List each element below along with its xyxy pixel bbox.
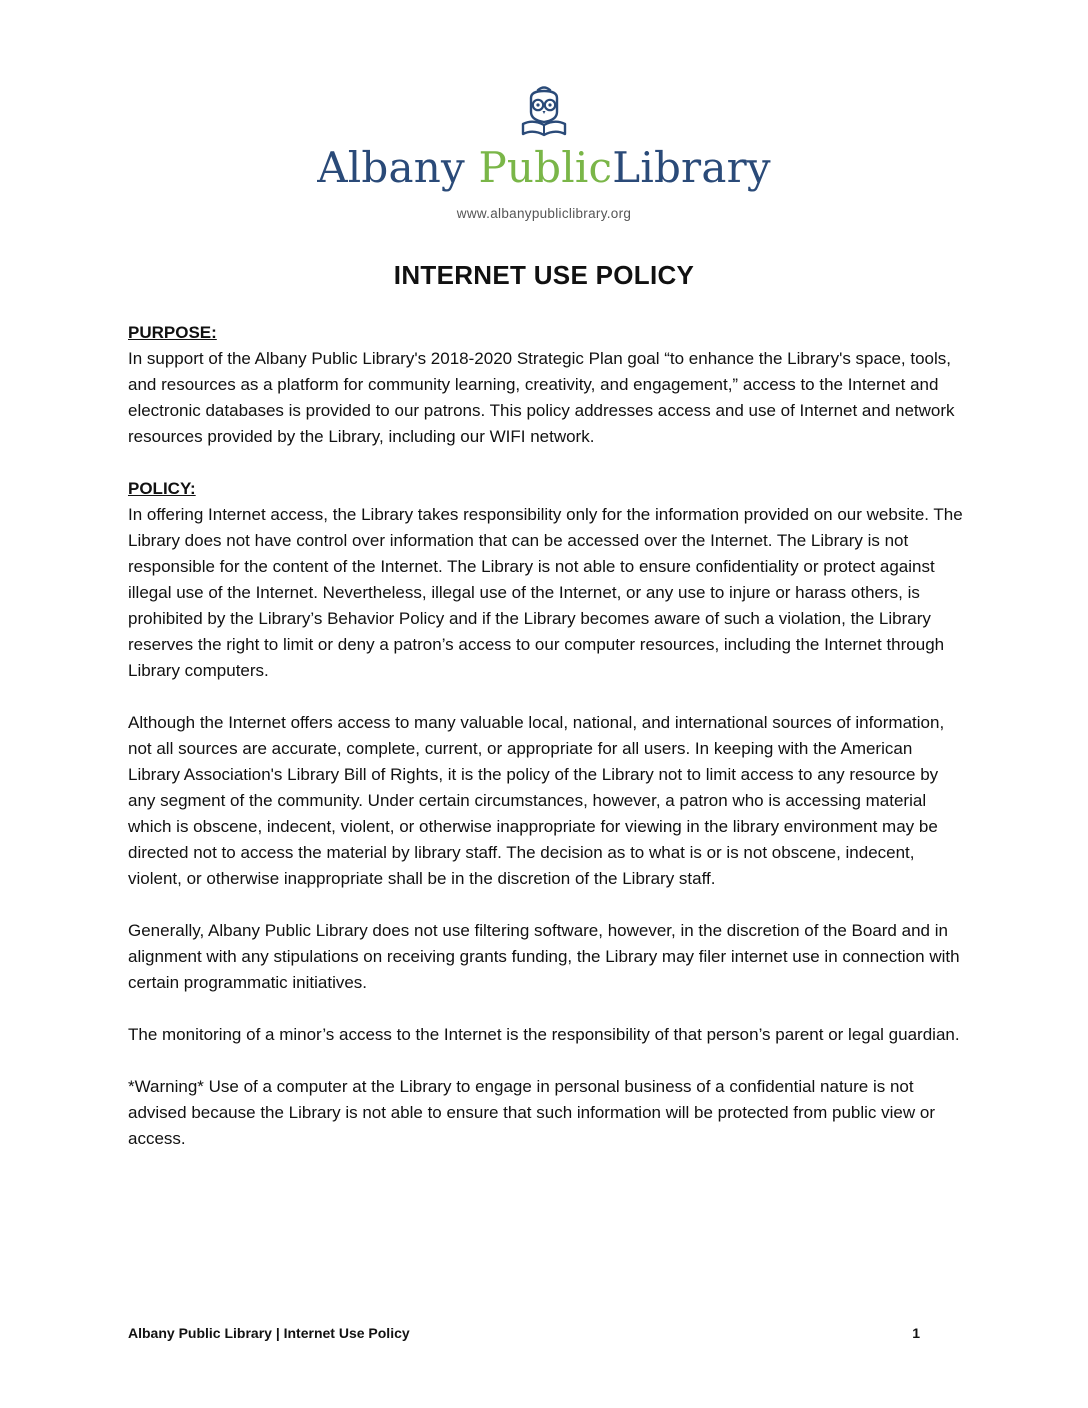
owl-book-icon (519, 84, 569, 140)
brand-word-library: Library (612, 143, 771, 192)
policy-paragraph-warning: *Warning* Use of a computer at the Library to engage in personal business of a confidential nature is not advised because the Library is not able to ensure that such information will be protected from public view or access. (128, 1077, 935, 1148)
policy-paragraph-access: Although the Internet offers access to many valuable local, national, and international sources of information, not all sources are accurate, complete, current, or appropriate for all users. In keeping with the American Library Association's Library Bill of Rights, it is the policy of the Library not to limit access to any resource by any segment of the community. Under certain circumstances, however, a patron who is accessing material which is obscene, indecent, violent, or otherwise inappropriate for viewing in the library environment may be directed not to access the material by library staff. The decision as to what is or is not obscene, indecent, violent, or otherwise inappropriate shall be in the discretion of the Library staff. (128, 713, 945, 888)
policy-body (128, 320, 968, 1178)
policy-heading: POLICY: (128, 479, 196, 498)
library-logo (0, 84, 1088, 221)
policy-paragraph-minors: The monitoring of a minor’s access to the Internet is the responsibility of that person’s parent or legal guardian. (128, 1025, 960, 1044)
page-number: 1 (912, 1325, 920, 1341)
library-website: www.albanypubliclibrary.org (456, 206, 632, 221)
footer-document-label: Albany Public Library | Internet Use Policy (128, 1325, 410, 1341)
policy-paragraph-filtering: Generally, Albany Public Library does not use filtering software, however, in the discretion of the Board and in alignment with any stipulations on receiving grants funding, the Library may filer internet use in connection with certain programmatic initiatives. (128, 921, 960, 992)
brand-word-public: Public (478, 143, 613, 192)
policy-paragraph-responsibility: In offering Internet access, the Library takes responsibility only for the information provided on our website. The Library does not have control over information that can be accessed over the Internet. The Library is not responsible for the content of the Internet. The Library is not able to ensure confidentiality or protect against illegal use of the Internet. Nevertheless, illegal use of the Internet, or any use to injure or harass others, is prohibited by the Library’s Behavior Policy and if the Library becomes aware of such a violation, the Library reserves the right to limit or deny a patron’s access to our computer resources, including the Internet through Library computers. (128, 505, 963, 680)
page-footer (128, 1323, 920, 1343)
library-name (0, 144, 1088, 192)
brand-word-albany: Albany (317, 143, 465, 192)
purpose-heading: PURPOSE: (128, 323, 217, 342)
purpose-paragraph: In support of the Albany Public Library's 2018-2020 Strategic Plan goal “to enhance the Library's space, tools, and resources as a platform for community learning, creativity, and engagement,” access to the Internet and electronic databases is provided to our patrons. This policy addresses access and use of Internet and network resources provided by the Library, including our WIFI network. (128, 349, 955, 446)
page-title: INTERNET USE POLICY (393, 260, 695, 290)
